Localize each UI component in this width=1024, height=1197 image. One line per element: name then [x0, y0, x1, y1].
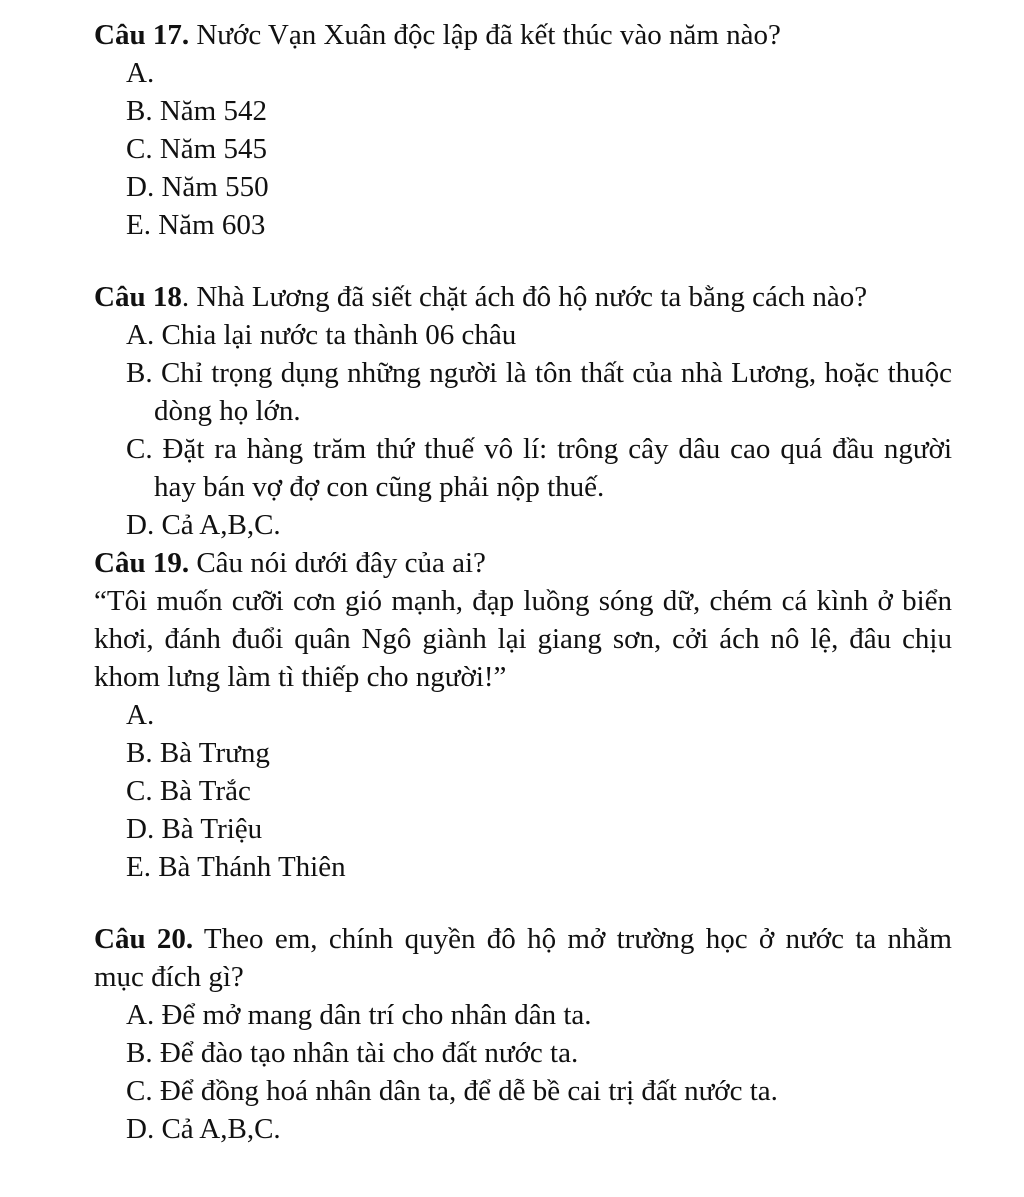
option-d: D. Cả A,B,C.	[126, 509, 281, 541]
spacer	[94, 886, 952, 920]
option-a: A. Chia lại nước ta thành 06 châu	[126, 319, 517, 351]
option-a: A. Để mở mang dân trí cho nhân dân ta.	[126, 999, 592, 1031]
option-b: B. Để đào tạo nhân tài cho đất nước ta.	[126, 1037, 579, 1069]
question-title	[94, 16, 952, 54]
option-b: B. Bà Trưng	[126, 737, 270, 769]
option-c: C. Đặt ra hàng trăm thứ thuế vô lí: trông cây dâu cao quá đầu người hay bán vợ đợ con cũng phải nộp thuế.	[126, 433, 952, 503]
option-a: A.	[126, 699, 155, 731]
option-c: C. Năm 545	[126, 133, 267, 165]
question-18	[94, 278, 952, 544]
question-text: Nước Vạn Xuân độc lập đã kết thúc vào năm nào?	[189, 19, 781, 51]
question-title	[94, 278, 952, 316]
question-number: Câu 19.	[94, 547, 190, 579]
option-d: D. Bà Triệu	[126, 813, 263, 845]
quotation: “Tôi muốn cưỡi cơn gió mạnh, đạp luồng sóng dữ, chém cá kình ở biển khơi, đánh đuổi quân Ngô giành lại giang sơn, cởi ách nô lệ, đâu chịu khom lưng làm tì thiếp cho người!”	[94, 585, 952, 693]
spacer	[94, 244, 952, 278]
question-17	[94, 16, 952, 244]
option-d: D. Cả A,B,C.	[126, 1113, 281, 1145]
option-c: C. Bà Trắc	[126, 775, 251, 807]
option-e: E. Năm 603	[126, 209, 266, 241]
question-text: . Nhà Lương đã siết chặt ách đô hộ nước ta bằng cách nào?	[181, 281, 868, 313]
option-b: B. Năm 542	[126, 95, 267, 127]
option-d: D. Năm 550	[126, 171, 269, 203]
question-number: Câu 18	[94, 281, 182, 313]
option-e: E. Bà Thánh Thiên	[126, 851, 346, 883]
question-text: Câu nói dưới đây của ai?	[189, 547, 486, 579]
option-a: A.	[126, 57, 155, 89]
question-text: Theo em, chính quyền đô hộ mở trường học ở nước ta nhằm mục đích gì?	[94, 923, 952, 993]
question-number: Câu 17.	[94, 19, 190, 51]
question-title	[94, 920, 952, 996]
question-title	[94, 544, 952, 582]
question-19	[94, 544, 952, 886]
option-c: C. Để đồng hoá nhân dân ta, để dễ bề cai trị đất nước ta.	[126, 1075, 778, 1107]
question-number: Câu 20.	[94, 923, 194, 955]
question-20	[94, 920, 952, 1148]
option-b: B. Chỉ trọng dụng những người là tôn thất của nhà Lương, hoặc thuộc dòng họ lớn.	[126, 357, 952, 427]
